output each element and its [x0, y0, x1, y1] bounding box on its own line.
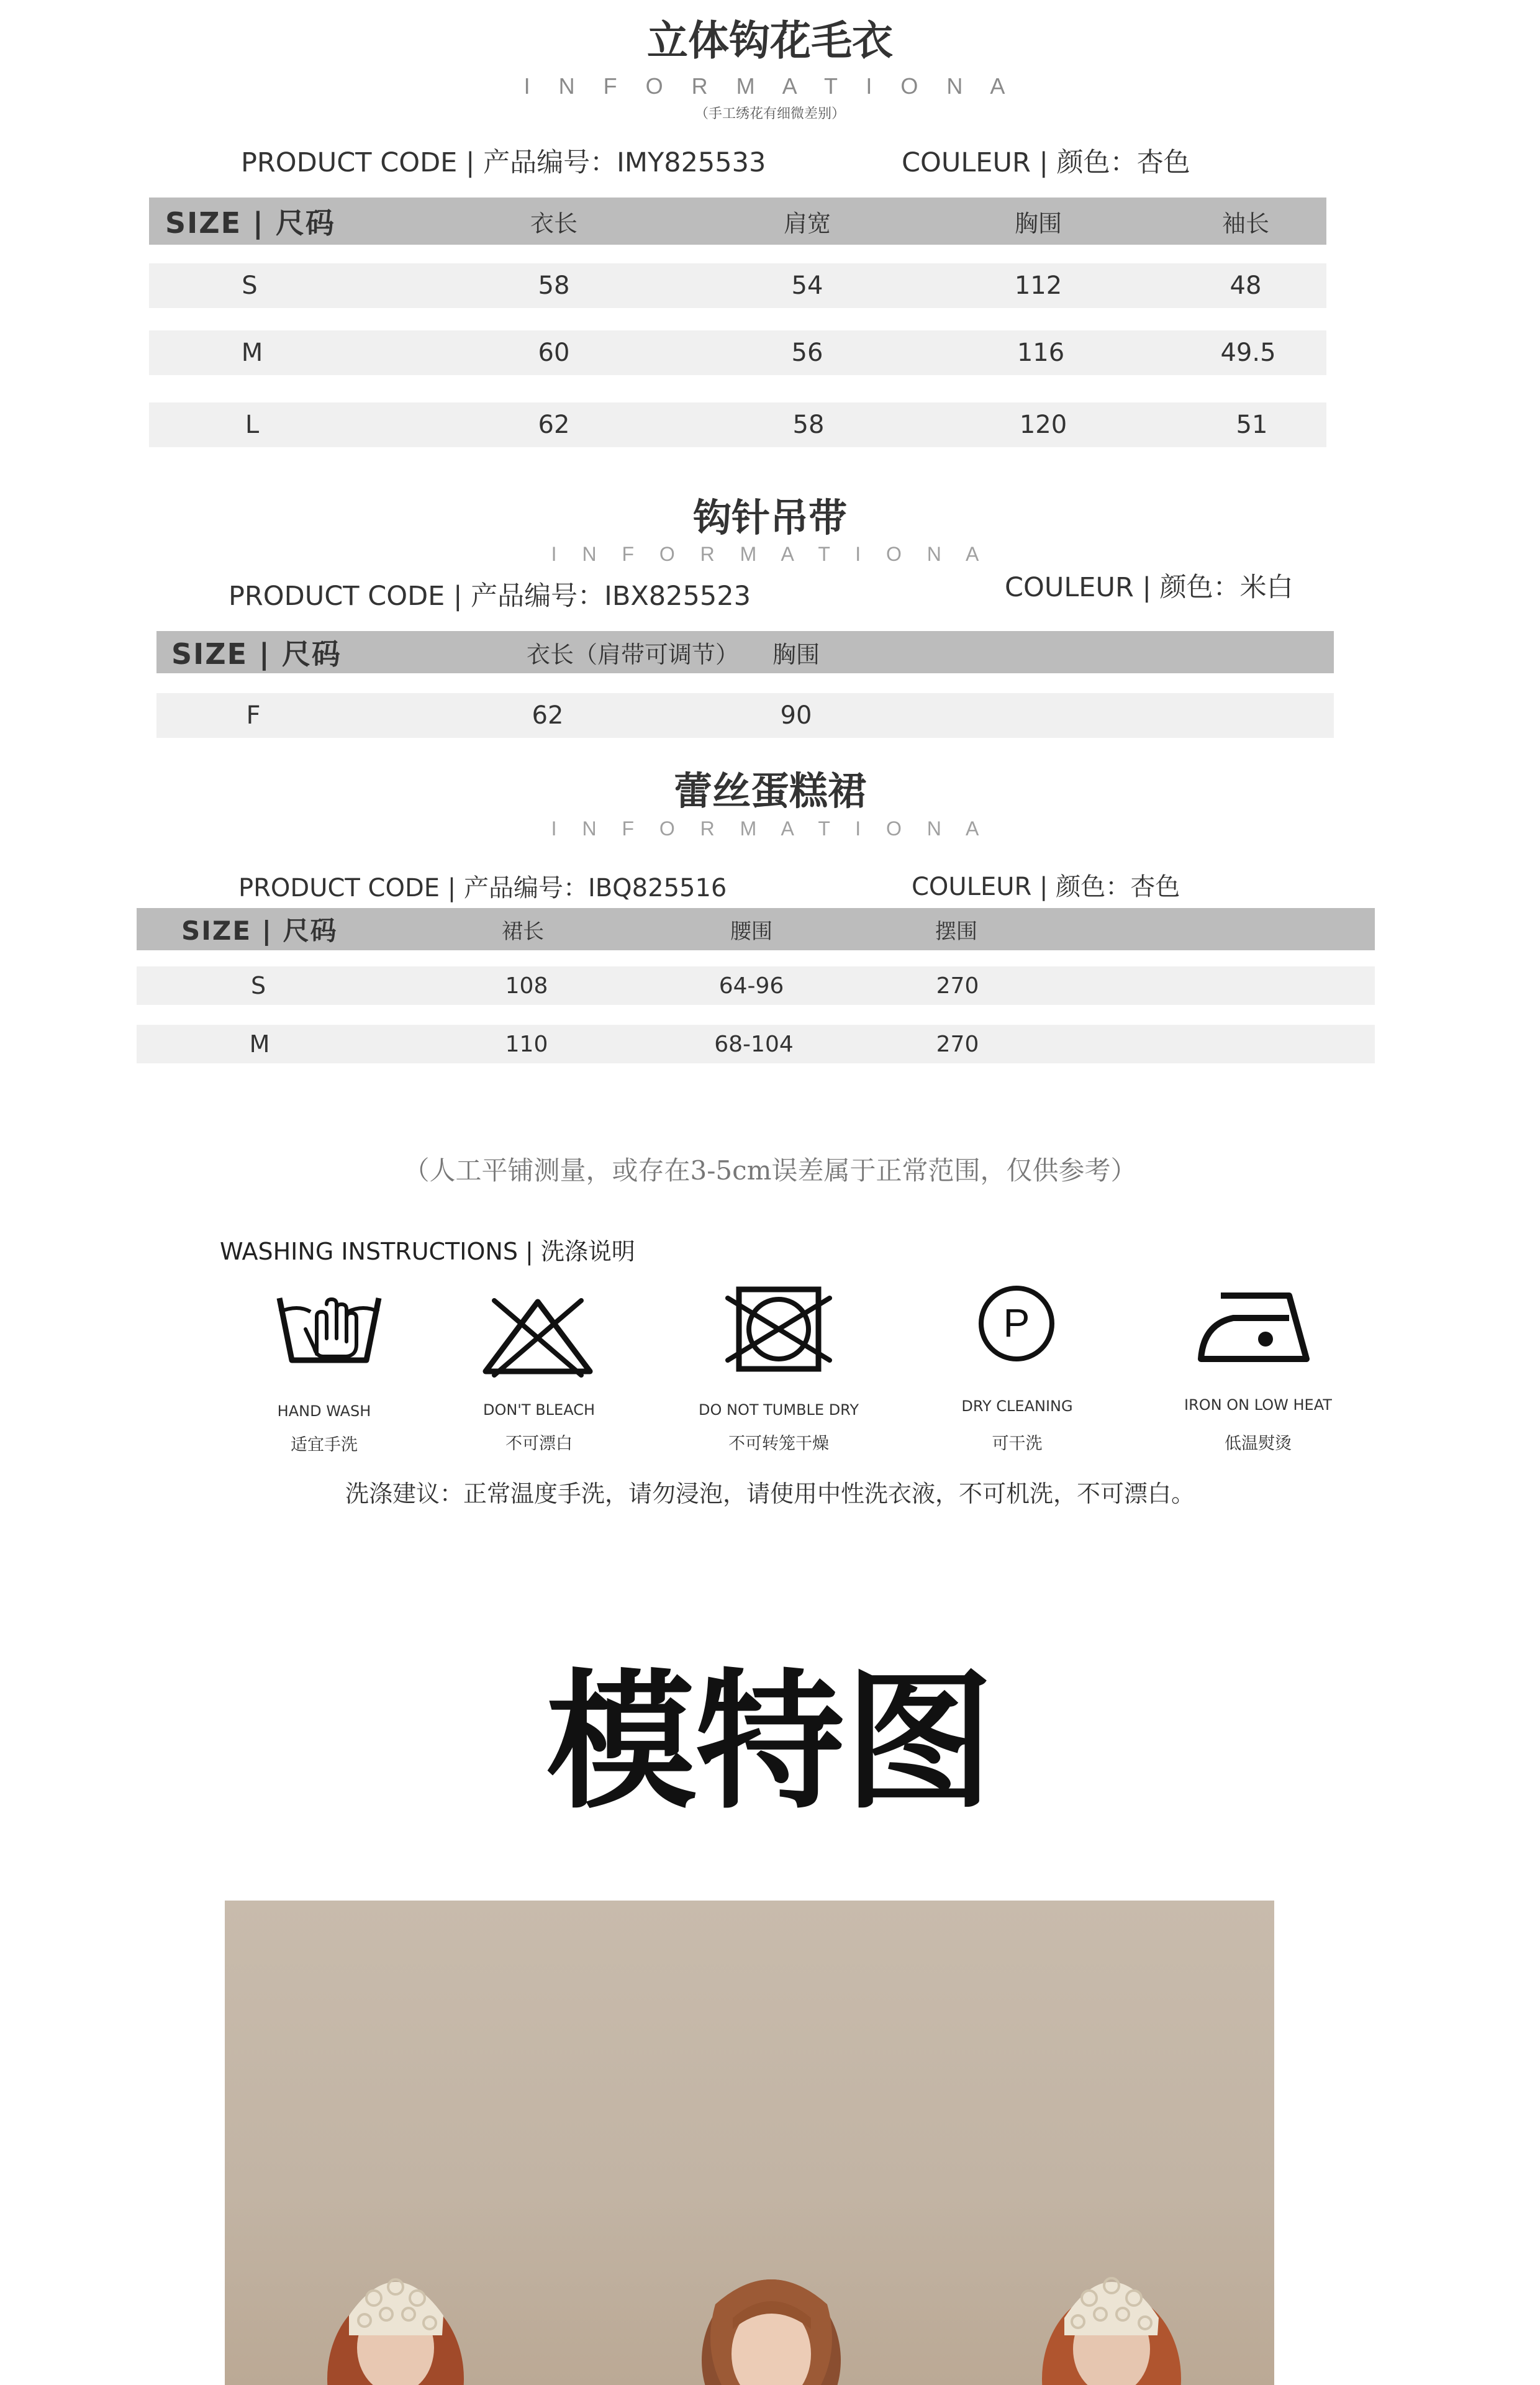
table-cell: 64-96 [718, 973, 784, 999]
no-tumble-dry-label-cn: 不可转笼干燥 [728, 1434, 829, 1453]
header-size: SIZE | 尺码 [181, 915, 338, 946]
table-cell: 58 [538, 271, 570, 300]
section-1-product-code: PRODUCT CODE | 产品编号：IMY825533 [241, 147, 766, 178]
header-waist: 腰围 [730, 919, 772, 944]
table-cell: 108 [505, 973, 548, 999]
section-1-header-row [149, 198, 1326, 245]
header-shoulder: 肩宽 [783, 209, 831, 237]
hand-wash-icon [273, 1279, 385, 1373]
model-figure-right [1042, 2278, 1181, 2385]
table-cell: 270 [936, 973, 979, 999]
model-photo [225, 1901, 1274, 2385]
no-tumble-dry-label: DO NOT TUMBLE DRY [699, 1401, 859, 1419]
header-sleeve: 袖长 [1221, 209, 1270, 237]
model-section-title: 模特图 [546, 1654, 994, 1829]
section-1-note: （手工绣花有细微差别） [694, 106, 845, 122]
no-bleach-label: DON'T BLEACH [482, 1401, 595, 1419]
table-row [156, 693, 1334, 738]
section-3-information: I N F O R M A T I O N A [551, 817, 989, 840]
table-cell: 51 [1236, 411, 1268, 439]
table-cell: 120 [1019, 411, 1067, 439]
section-3-title: 蕾丝蛋糕裙 [673, 768, 866, 814]
section-1-color: COULEUR | 颜色：杏色 [902, 147, 1190, 178]
table-cell: 62 [532, 701, 564, 730]
washing-title: WASHING INSTRUCTIONS | 洗涤说明 [220, 1238, 635, 1265]
hand-wash-label: HAND WASH [277, 1402, 371, 1420]
table-cell: S [242, 271, 258, 300]
section-3-header-row [137, 908, 1375, 950]
no-bleach-icon [479, 1293, 596, 1380]
table-cell: 60 [538, 338, 570, 367]
section-2-title: 钩针吊带 [692, 495, 847, 540]
section-1-information: I N F O R M A T I O N A [523, 73, 1017, 99]
table-cell: 68-104 [714, 1031, 794, 1057]
header-chest: 胸围 [1014, 209, 1062, 237]
no-bleach-label-cn: 不可漂白 [505, 1434, 573, 1453]
iron-low-heat-label-cn: 低温熨烫 [1225, 1434, 1292, 1453]
table-cell: 90 [780, 701, 812, 730]
header-size: SIZE | 尺码 [171, 637, 342, 671]
table-cell: 116 [1017, 338, 1065, 367]
measurement-note: （人工平铺测量，或存在3-5cm误差属于正常范围，仅供参考） [403, 1155, 1137, 1186]
washing-advice: 洗涤建议：正常温度手洗，请勿浸泡，请使用中性洗衣液，不可机洗，不可漂白。 [345, 1480, 1195, 1507]
table-cell: 112 [1014, 271, 1062, 300]
table-cell: 58 [792, 411, 825, 439]
table-cell: 49.5 [1220, 338, 1276, 367]
header-length: 衣长 [530, 209, 578, 237]
table-cell: 56 [791, 338, 823, 367]
table-row [149, 330, 1326, 375]
section-2-header-row [156, 631, 1334, 673]
table-cell: 110 [505, 1031, 548, 1057]
header-skirt-length: 裙长 [502, 919, 544, 944]
header-hem: 摆围 [935, 919, 977, 944]
dry-clean-label: DRY CLEANING [961, 1397, 1073, 1415]
table-row [149, 402, 1326, 447]
table-cell: 54 [791, 271, 823, 300]
section-3-product-code: PRODUCT CODE | 产品编号：IBQ825516 [238, 874, 727, 902]
dry-clean-label-cn: 可干洗 [992, 1434, 1043, 1453]
section-2-product-code: PRODUCT CODE | 产品编号：IBX825523 [229, 581, 751, 612]
iron-low-heat-icon [1196, 1287, 1311, 1364]
table-cell: L [245, 411, 260, 439]
hand-wash-label-cn: 适宜手洗 [291, 1435, 358, 1455]
table-cell: 48 [1230, 271, 1262, 300]
table-row [137, 1025, 1375, 1063]
model-figure-left [327, 2279, 464, 2385]
header-chest: 胸围 [772, 640, 820, 668]
section-2-information: I N F O R M A T I O N A [551, 543, 989, 565]
iron-low-heat-label: IRON ON LOW HEAT [1184, 1396, 1332, 1414]
table-cell: S [250, 972, 266, 999]
section-3-color: COULEUR | 颜色：杏色 [912, 873, 1180, 901]
section-1-title: 立体钩花毛衣 [647, 17, 893, 65]
section-2-color: COULEUR | 颜色：米白 [1005, 572, 1293, 603]
table-row [149, 263, 1326, 308]
header-length-adjustable: 衣长（肩带可调节） [527, 640, 740, 668]
table-cell: F [246, 701, 261, 730]
table-cell: 270 [936, 1031, 979, 1057]
table-cell: M [249, 1030, 270, 1058]
header-size: SIZE | 尺码 [165, 206, 335, 240]
svg-text:P: P [1003, 1301, 1030, 1345]
table-row [137, 966, 1375, 1005]
no-tumble-dry-icon [724, 1283, 833, 1376]
model-figure-center [702, 2279, 841, 2385]
table-cell: 62 [538, 411, 570, 439]
dry-clean-icon [976, 1283, 1057, 1364]
table-cell: M [241, 338, 263, 367]
